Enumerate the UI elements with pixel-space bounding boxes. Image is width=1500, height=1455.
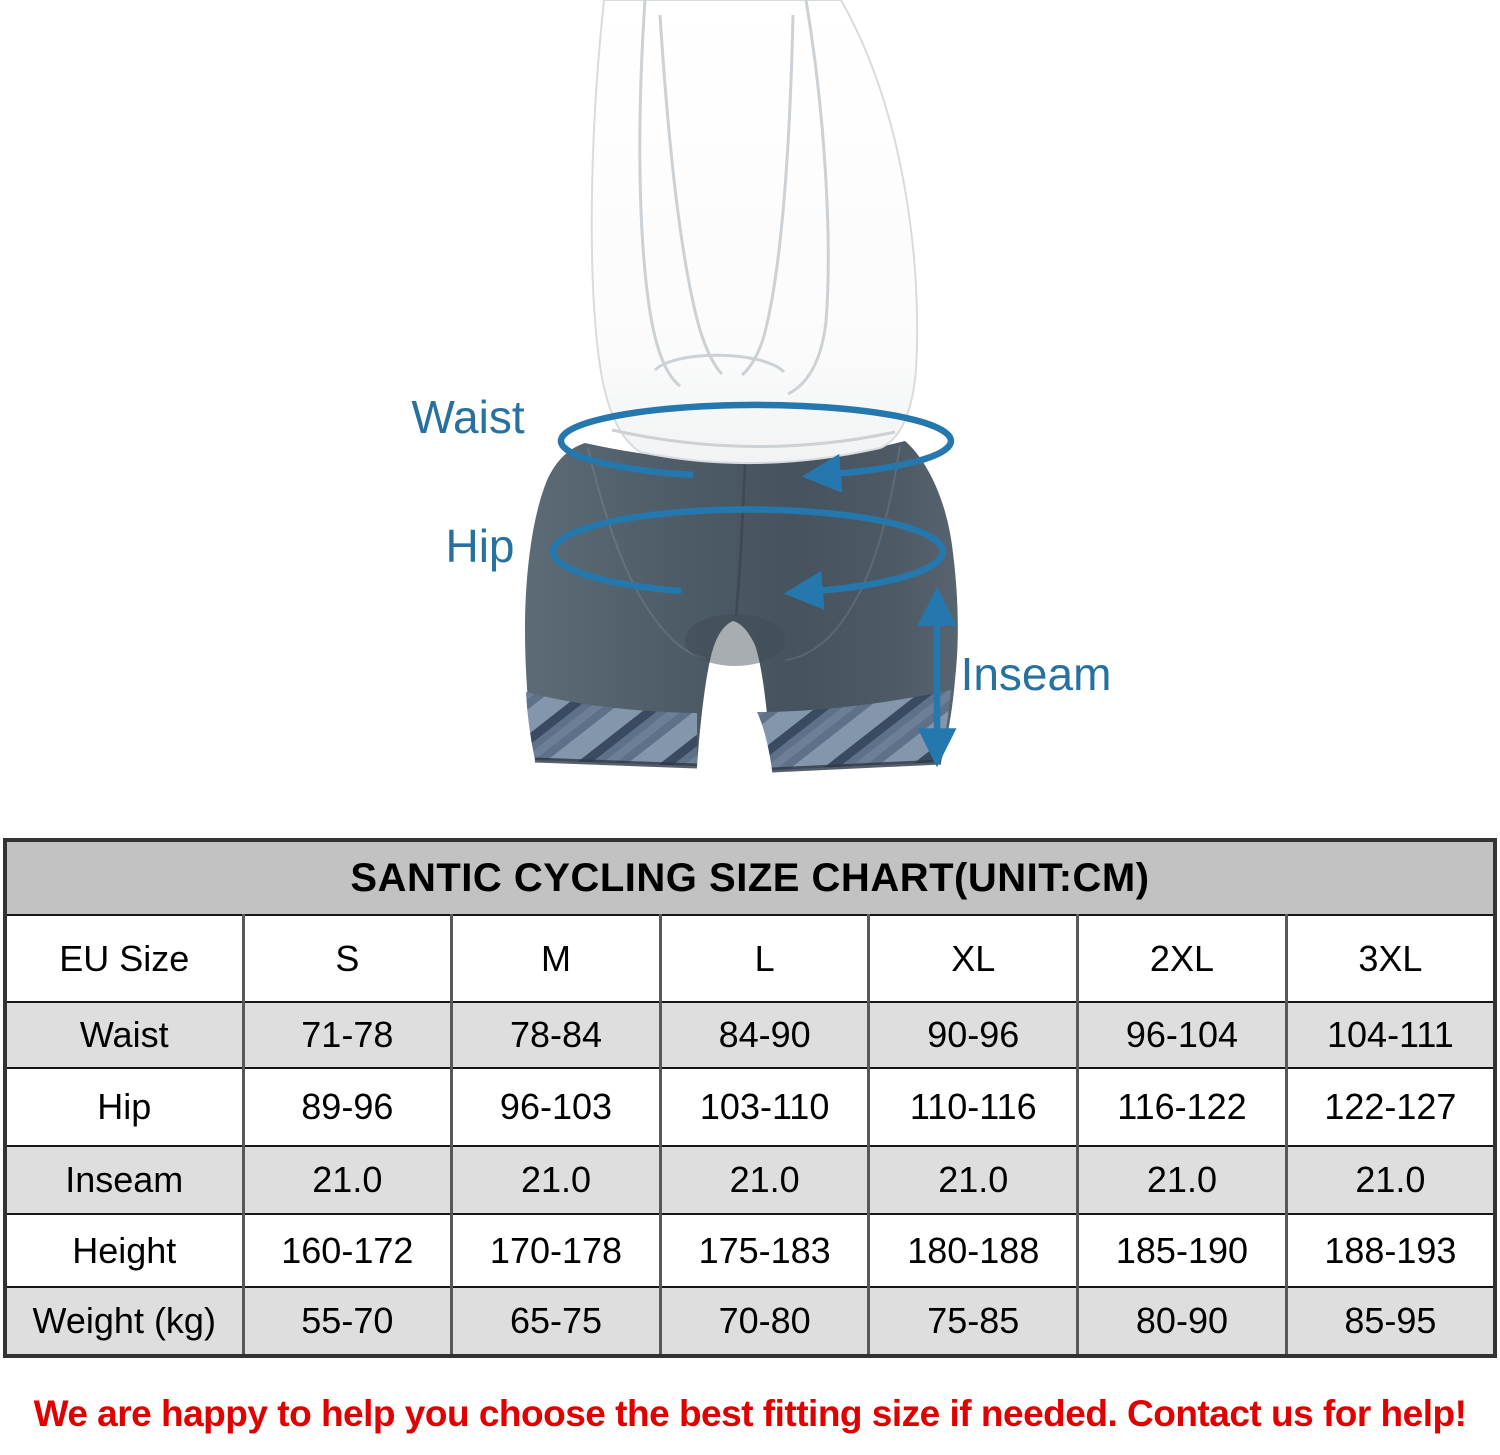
cell: 170-178 — [452, 1214, 661, 1287]
col-header: 2XL — [1078, 915, 1287, 1002]
cell: 65-75 — [452, 1287, 661, 1356]
cell: 175-183 — [660, 1214, 869, 1287]
cell: 75-85 — [869, 1287, 1078, 1356]
table-row — [5, 1146, 1495, 1214]
cell: 116-122 — [1078, 1068, 1287, 1146]
col-header: L — [660, 915, 869, 1002]
row-label: Inseam — [5, 1146, 243, 1214]
cell: 185-190 — [1078, 1214, 1287, 1287]
cell: 89-96 — [243, 1068, 452, 1146]
cell: 21.0 — [869, 1146, 1078, 1214]
cell: 110-116 — [869, 1068, 1078, 1146]
size-chart-table — [3, 838, 1497, 1358]
table-row — [5, 1214, 1495, 1287]
cell: 70-80 — [660, 1287, 869, 1356]
cell: 78-84 — [452, 1002, 661, 1068]
hip-label: Hip — [445, 520, 515, 572]
cell: 96-104 — [1078, 1002, 1287, 1068]
col-header: S — [243, 915, 452, 1002]
cell: 71-78 — [243, 1002, 452, 1068]
cell: 21.0 — [660, 1146, 869, 1214]
cell: 21.0 — [452, 1146, 661, 1214]
cell: 96-103 — [452, 1068, 661, 1146]
cell: 21.0 — [243, 1146, 452, 1214]
table-row — [5, 1002, 1495, 1068]
size-chart-title: SANTIC CYCLING SIZE CHART(UNIT:CM) — [5, 840, 1495, 915]
inseam-label: Inseam — [960, 648, 1112, 700]
waist-label: Waist — [411, 391, 525, 443]
cell: 85-95 — [1286, 1287, 1495, 1356]
col-header: EU Size — [5, 915, 243, 1002]
row-label: Hip — [5, 1068, 243, 1146]
table-row — [5, 1287, 1495, 1356]
row-label: Waist — [5, 1002, 243, 1068]
cell: 80-90 — [1078, 1287, 1287, 1356]
cell: 122-127 — [1286, 1068, 1495, 1146]
table-row — [5, 1068, 1495, 1146]
cell: 180-188 — [869, 1214, 1078, 1287]
chamois-shadow — [685, 614, 785, 666]
cell: 90-96 — [869, 1002, 1078, 1068]
cell: 21.0 — [1078, 1146, 1287, 1214]
row-label: Height — [5, 1214, 243, 1287]
col-header: 3XL — [1286, 915, 1495, 1002]
row-label: Weight (kg) — [5, 1287, 243, 1356]
table-row — [5, 840, 1495, 915]
cell: 160-172 — [243, 1214, 452, 1287]
table-row — [5, 915, 1495, 1002]
cell: 103-110 — [660, 1068, 869, 1146]
col-header: M — [452, 915, 661, 1002]
cell: 84-90 — [660, 1002, 869, 1068]
col-header: XL — [869, 915, 1078, 1002]
cell: 104-111 — [1286, 1002, 1495, 1068]
cell: 21.0 — [1286, 1146, 1495, 1214]
cell: 188-193 — [1286, 1214, 1495, 1287]
cell: 55-70 — [243, 1287, 452, 1356]
footer-note: We are happy to help you choose the best fitting size if needed. Contact us for help! — [33, 1393, 1467, 1434]
